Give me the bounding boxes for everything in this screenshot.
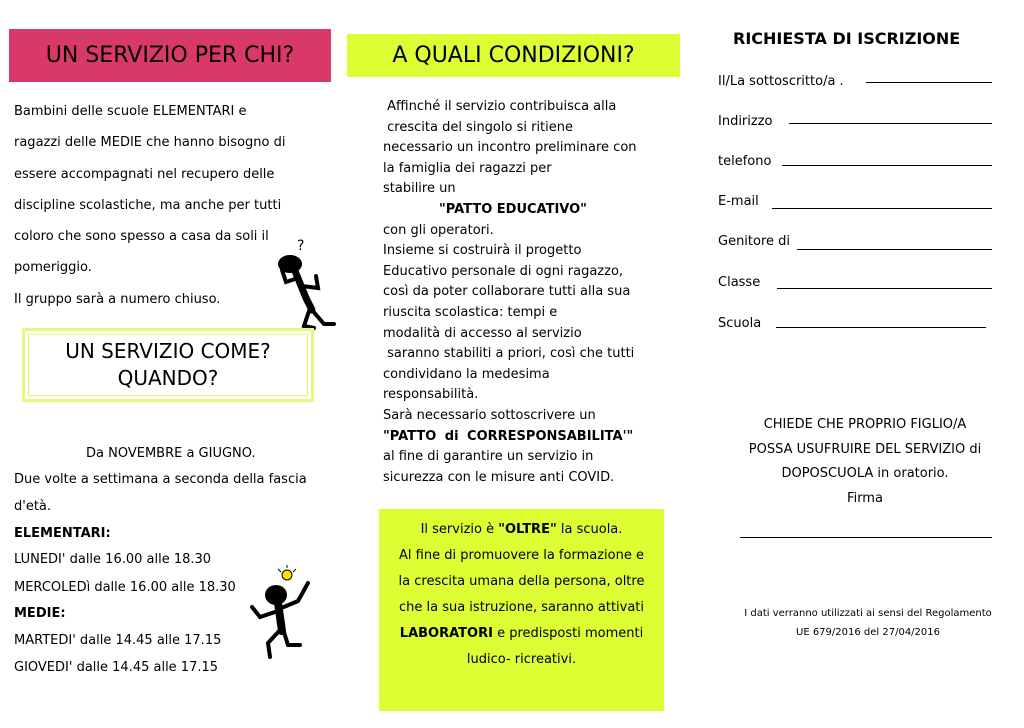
- box-line: Al fine di promuovere la formazione e: [399, 548, 644, 563]
- text-line: al fine di garantire un servizio in: [383, 449, 594, 465]
- field-label: Classe: [718, 275, 761, 290]
- box-line: che la sua istruzione, saranno attivati: [398, 600, 645, 615]
- text-line: pomeriggio.: [14, 260, 92, 276]
- header-servizio-per-chi: UN SERVIZIO PER CHI?: [9, 29, 331, 82]
- box-line: Il servizio è "OLTRE" la scuola.: [420, 522, 623, 537]
- privacy-line: UE 679/2016 del 27/04/2016: [796, 627, 940, 638]
- field-label: Il/La sottoscritto/a .: [718, 74, 844, 89]
- text-line: Bambini delle scuole ELEMENTARI e: [14, 104, 247, 119]
- text-line: Affinché il servizio contribuisca alla: [383, 99, 617, 114]
- idea-figure-icon: [248, 565, 318, 660]
- text-line: modalità di accesso al servizio: [383, 325, 582, 341]
- text-line: essere accompagnati nel recupero delle: [14, 166, 275, 182]
- header-line: UN SERVIZIO COME?: [65, 339, 271, 363]
- indirizzo-input-line[interactable]: [789, 123, 992, 124]
- elementari-title: ELEMENTARI:: [14, 526, 111, 541]
- text-line: Sarà necessario sottoscrivere un: [383, 407, 596, 423]
- schedule-line: GIOVEDI' dalle 14.45 alle 17.15: [14, 660, 219, 675]
- box-line: ludico- ricreativi.: [466, 652, 577, 667]
- period-text: Da NOVEMBRE a GIUGNO.: [86, 446, 256, 461]
- header-line: QUANDO?: [117, 366, 219, 390]
- frequency-line: d'età.: [14, 499, 52, 514]
- patto-corresponsabilita: "PATTO di CORRESPONSABILITA'": [383, 428, 634, 444]
- sottoscritto-input-line[interactable]: [866, 82, 992, 83]
- text-line: condividano la medesima: [383, 366, 550, 382]
- text-line: crescita del singolo si ritiene: [383, 119, 574, 135]
- field-label: Genitore di: [718, 234, 791, 249]
- telefono-input-line[interactable]: [782, 165, 992, 166]
- conditions-text: [383, 97, 673, 488]
- request-line: CHIEDE CHE PROPRIO FIGLIO/A: [763, 417, 967, 432]
- text-line: Il gruppo sarà a numero chiuso.: [14, 291, 221, 307]
- header-servizio-come-quando: [22, 328, 314, 402]
- email-input-line[interactable]: [772, 208, 992, 209]
- box-line: la crescita umana della persona, oltre: [398, 574, 645, 589]
- genitore-input-line[interactable]: [797, 249, 992, 250]
- header-quali-condizioni: A QUALI CONDIZIONI?: [347, 34, 680, 77]
- text-line: ragazzi delle MEDIE che hanno bisogno di: [14, 135, 286, 151]
- request-text: [700, 413, 1024, 511]
- text-line: riuscita scolastica: tempi e: [383, 304, 558, 320]
- oltre-box: [379, 509, 664, 711]
- form-title: RICHIESTA DI ISCRIZIONE: [733, 29, 961, 48]
- privacy-line: I dati verranno utilizzati ai sensi del Regolamento: [744, 608, 992, 619]
- text-line: stabilire un: [383, 181, 456, 197]
- firma-signature-line[interactable]: [740, 537, 992, 538]
- field-label: E-mail: [718, 194, 759, 209]
- request-line: DOPOSCUOLA in oratorio.: [781, 466, 949, 481]
- request-line: POSSA USUFRUIRE DEL SERVIZIO di: [748, 441, 982, 457]
- field-label: telefono: [718, 154, 772, 169]
- text-line: sicurezza con le misure anti COVID.: [383, 469, 615, 485]
- schedule-line: MARTEDI' dalle 14.45 alle 17.15: [14, 633, 222, 648]
- text-line: la famiglia dei ragazzi per: [383, 160, 552, 176]
- thinking-figure-icon: [268, 238, 343, 333]
- text-line: Educativo personale di ogni ragazzo,: [383, 263, 624, 279]
- patto-educativo: "PATTO EDUCATIVO": [439, 201, 587, 217]
- text-line: necessario un incontro preliminare con: [383, 140, 637, 156]
- firma-label: Firma: [847, 490, 883, 506]
- text-line: responsabilità.: [383, 387, 479, 403]
- text-line: saranno stabiliti a priori, così che tutti: [383, 346, 635, 362]
- schedule-line: MERCOLEDì dalle 16.00 alle 18.30: [14, 580, 236, 595]
- text-line: discipline scolastiche, ma anche per tutti: [14, 197, 282, 213]
- frequency-line: Due volte a settimana a seconda della fascia: [14, 472, 307, 487]
- field-label: Scuola: [718, 316, 762, 331]
- field-label: Indirizzo: [718, 114, 773, 129]
- scuola-input-line[interactable]: [776, 327, 986, 328]
- classe-input-line[interactable]: [777, 288, 992, 289]
- text-line: Insieme si costruirà il progetto: [383, 243, 582, 259]
- question-mark: ?: [297, 238, 305, 254]
- text-line: coloro che sono spesso a casa da soli il: [14, 229, 269, 245]
- schedule-line: LUNEDI' dalle 16.00 alle 18.30: [14, 552, 212, 567]
- box-line: LABORATORI e predisposti momenti: [399, 626, 644, 641]
- text-line: con gli operatori.: [383, 222, 494, 238]
- medie-title: MEDIE:: [14, 606, 66, 621]
- text-line: così da poter collaborare tutti alla sua: [383, 284, 631, 300]
- privacy-note: [712, 604, 1024, 642]
